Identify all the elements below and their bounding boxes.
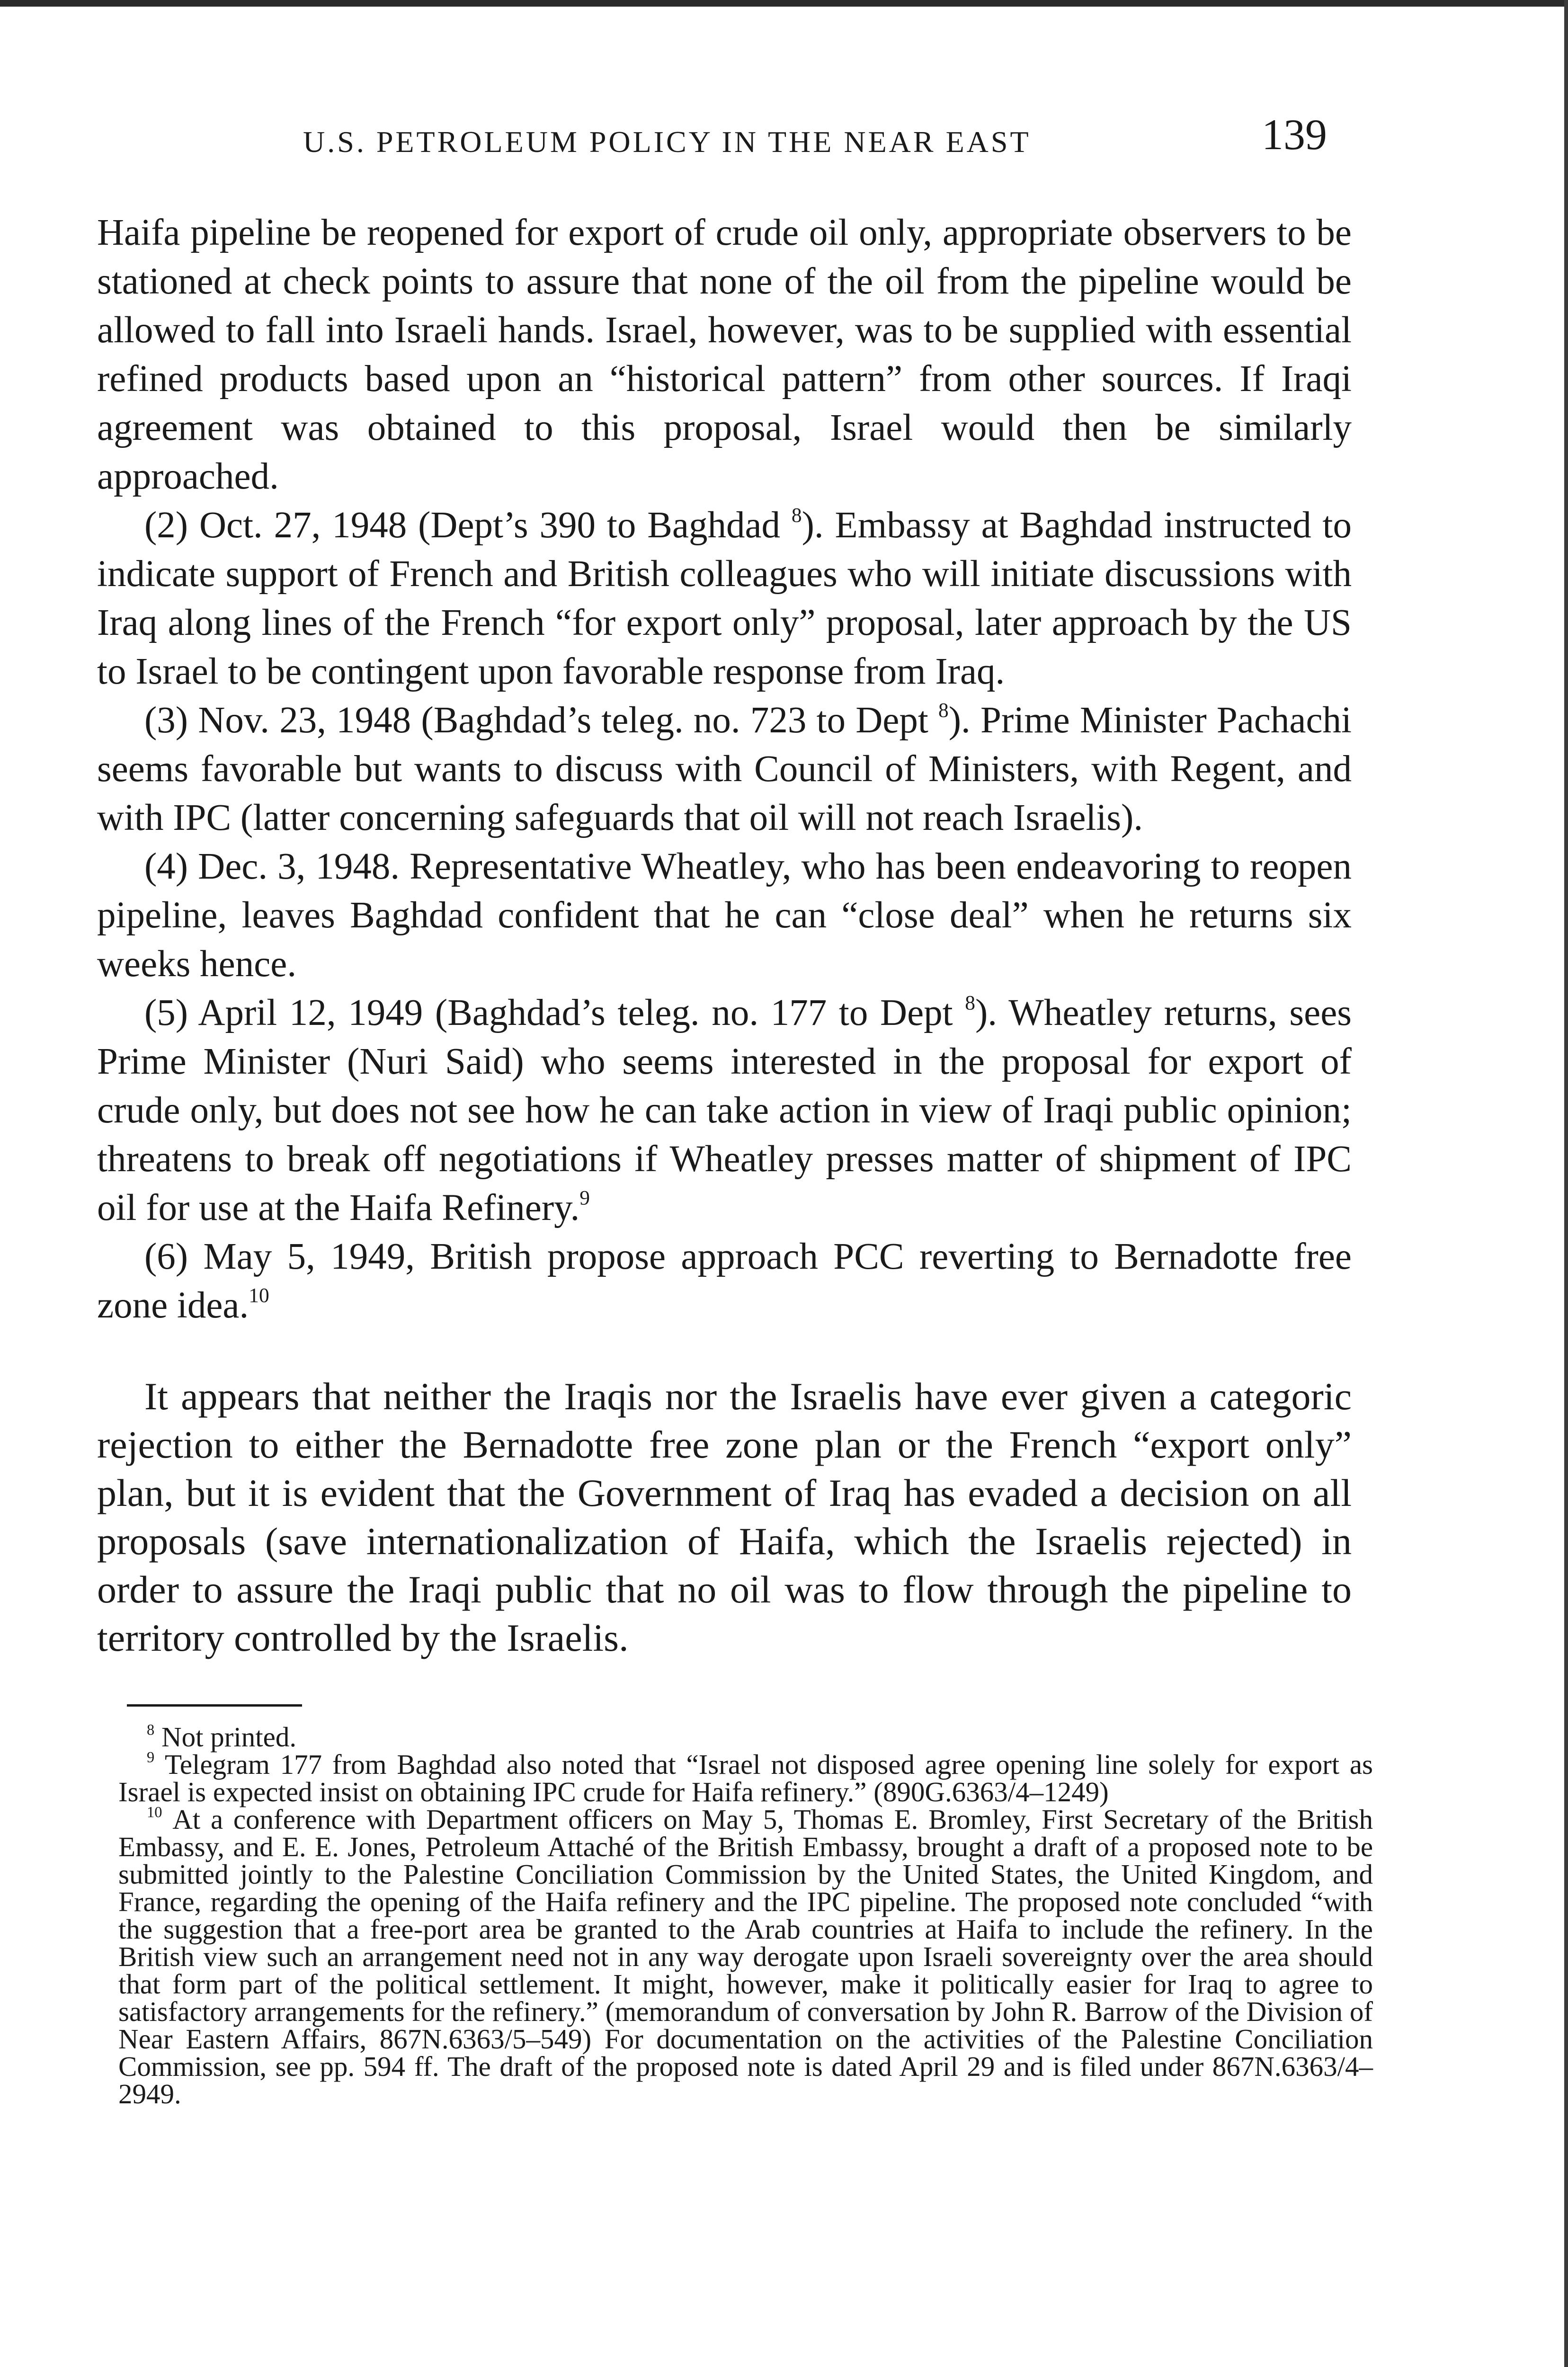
item-2-text-a: (2) Oct. 27, 1948 (Dept’s 390 to Baghdad (144, 505, 792, 546)
paragraph-intro: Haifa pipeline be reopened for export of crude oil only, appropriate observers to be stationed at check points to assure that none of the oil from the pipeline would be allowed to fall into Israeli hands. Israel, however, was to be supplied with essential refined products based upon an “historical pattern” from other sources. If Iraqi agreement was obtained to this proposal, Israel would then be similarly approached. (97, 212, 1352, 497)
footnote-rule (127, 1704, 302, 1707)
item-6-text: (6) May 5, 1949, British propose approach PCC reverting to Bernadotte free zone idea. (97, 1236, 1352, 1326)
list-item-4: (4) Dec. 3, 1948. Representative Wheatley, who has been endeavoring to reopen pipeline, leaves Baghdad confident that he can “close deal” when he returns six weeks hence. (97, 846, 1352, 985)
item-2-text-b: ). Embassy at Baghdad instructed to indicate support of French and British colleagues who will initiate discussions with Iraq along lines of the French “for export only” proposal, later approach by the US to Israel to be contingent upon favorable response from Iraq. (97, 505, 1352, 692)
footnote-mark-8: 8 (147, 1721, 155, 1739)
footnotes (118, 1723, 1373, 2108)
page-right-edge (1564, 0, 1568, 2367)
item-3-text-a: (3) Nov. 23, 1948 (Baghdad’s teleg. no. 723 to Dept (144, 700, 939, 741)
item-3-text-b: ). Prime Minister Pachachi seems favorable but wants to discuss with Council of Ministers, with Regent, and with IPC (latter concerning safeguards that oil will not reach Israelis). (97, 700, 1352, 838)
footnote-9-text: Telegram 177 from Baghdad also noted that “Israel not disposed agree opening line solely for export as Israel is expected insist on obtaining IPC crude for Haifa refinery.” (890G.6363/4–1249) (118, 1749, 1373, 1807)
footnote-ref-8: 8 (965, 991, 975, 1014)
list-item-2 (97, 501, 1352, 696)
footnote-ref-10: 10 (249, 1284, 269, 1307)
list-item-6 (97, 1232, 1352, 1330)
footnote-mark-9: 9 (147, 1749, 155, 1766)
paragraph-main: It appears that neither the Iraqis nor the Israelis have ever given a categoric rejection to either the Bernadotte free zone plan or the French “export only” plan, but it is evident that the Government of Iraq has evaded a decision on all proposals (save internationalization of Haifa, which the Israelis rejected) in order to assure the Iraqi public that no oil was to flow through the pipeline to territory controlled by the Israelis. (97, 1375, 1352, 1659)
footnote-8-text: Not printed. (161, 1721, 297, 1753)
footnote-8 (118, 1723, 1373, 1751)
running-head: U.S. PETROLEUM POLICY IN THE NEAR EAST (303, 125, 1031, 159)
footnote-mark-10: 10 (147, 1804, 162, 1821)
item-5-text-b: ). Wheatley returns, sees Prime Minister (Nuri Said) who seems interested in the proposal for export of crude only, but does not see how he can take action in view of Iraqi public opinion; threatens to break off negotiations if Wheatley presses matter of shipment of IPC oil for use at the Haifa Refinery. (97, 992, 1352, 1228)
footnote-ref-8: 8 (938, 699, 949, 722)
footnote-10 (118, 1806, 1373, 2108)
page-number: 139 (1262, 110, 1327, 159)
footnote-ref-8: 8 (791, 504, 802, 527)
footnote-ref-9: 9 (579, 1186, 590, 1210)
page-top-edge (0, 0, 1568, 7)
footnote-10-text: At a conference with Department officers on May 5, Thomas E. Bromley, First Secretary of the British Embassy, and E. E. Jones, Petroleum Attaché of the British Embassy, brought a draft of a proposed note to be submitted jointly to the Palestine Conciliation Commission by the United States, the United Kingdom, and France, regarding the opening of the Haifa refinery and the IPC pipeline. The proposed note concluded “with the suggestion that a free-port area be granted to the Arab countries at Haifa to include the refinery. In the British view such an arrangement need not in any way derogate upon Israeli sovereignty over the area should that form part of the political settlement. It might, however, make it politically easier for Iraq to agree to satisfactory arrangements for the refinery.” (memorandum of conversation by John R. Barrow of the Division of Near Eastern Affairs, 867N.6363/5–549) For documentation on the activities of the Palestine Conciliation Commission, see pp. 594 ff. The draft of the proposed note is dated April 29 and is filed under 867N.6363/4–2949. (118, 1804, 1373, 2109)
body-text (97, 208, 1352, 1662)
list-item-5 (97, 988, 1352, 1232)
footnote-9 (118, 1751, 1373, 1806)
list-item-3 (97, 696, 1352, 842)
item-5-text-a: (5) April 12, 1949 (Baghdad’s teleg. no. 177 to Dept (144, 992, 965, 1033)
